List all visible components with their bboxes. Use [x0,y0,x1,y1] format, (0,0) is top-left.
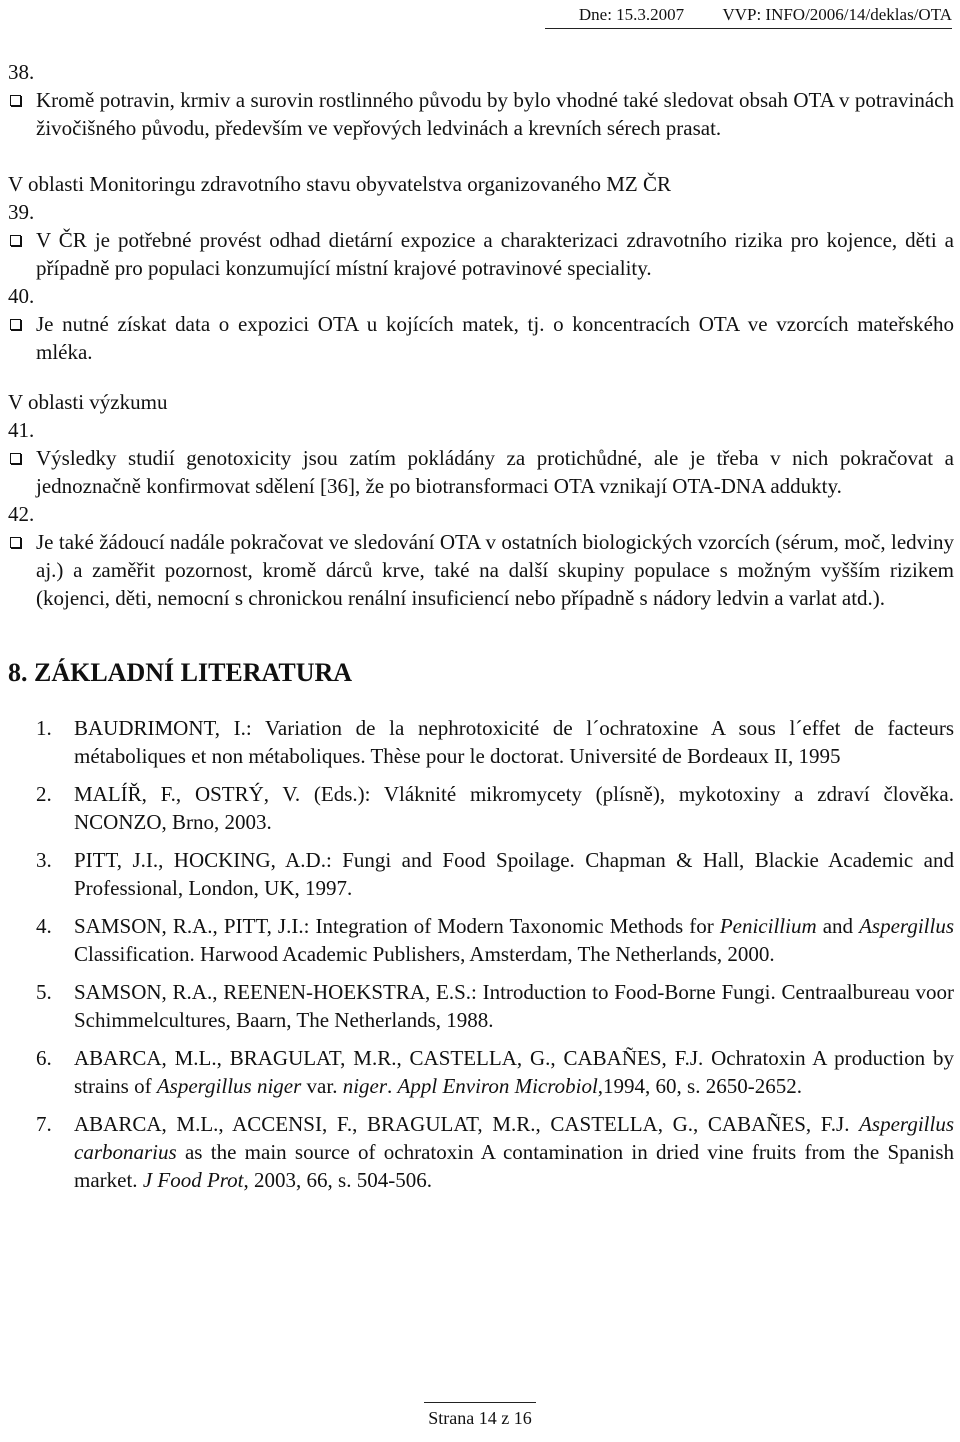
recommendation-list [8,58,954,612]
reference-item [8,714,954,770]
page-header [545,4,952,29]
reference-text: ABARCA, M.L., BRAGULAT, M.R., CASTELLA, G., CABAÑES, F.J. Ochratoxin A production by strains of [74,1046,954,1098]
reference-number: 6. [36,1046,52,1070]
reference-text: PITT, J.I., HOCKING, A.D.: Fungi and Food Spoilage. Chapman & Hall, Blackie Academic and Professional, London, UK, 1997. [74,848,954,900]
reference-item [8,846,954,902]
checkbox-bullet-icon [10,453,21,464]
checkbox-bullet-icon [10,235,21,246]
reference-number: 5. [36,980,52,1004]
reference-text: , 2003, 66, s. 504-506. [243,1168,432,1192]
reference-text: ,1994, 60, s. 2650-2652. [597,1074,802,1098]
section-subheading: V oblasti výzkumu [8,390,168,414]
recommendation-text: V ČR je potřebné provést odhad dietární expozice a charakterizaci zdravotního rizika pro kojence, děti a případně pro populaci konzumující místní krajové potravinové speciality. [36,228,954,280]
reference-number: 1. [36,716,52,740]
recommendation-text: Je také žádoucí nadále pokračovat ve sledování OTA v ostatních biologických vzorcích (sérum, moč, ledviny aj.) a zaměřit pozornost, kromě dárců krve, také na další skupiny populace s možným vyšším rizikem (kojenci, děti, nemocní s chronickou renální insuficiencí nebo případně s nádory ledvin a varlat atd.). [36,530,954,610]
reference-text: MALÍŘ, F., OSTRÝ, V. (Eds.): Vláknité mikromycety (plísně), mykotoxiny a zdraví člověka. NCONZO, Brno, 2003. [74,782,954,834]
footer-rule [424,1402,536,1403]
reference-number: 4. [36,914,52,938]
reference-text: . [387,1074,398,1098]
item-number: 39. [8,200,35,224]
recommendation-item [8,226,954,282]
page-footer: Strana 14 z 16 [428,1408,532,1428]
reference-italic-text: J Food Prot [142,1168,244,1192]
section-title: 8. ZÁKLADNÍ LITERATURA [8,658,353,687]
checkbox-bullet-icon [10,95,21,106]
reference-italic-text: Appl Environ Microbiol [397,1074,598,1098]
recommendation-item [8,528,954,612]
recommendation-text: Výsledky studií genotoxicity jsou zatím pokládány za protichůdné, ale je třeba v nich pokračovat a jednoznačně konfirmovat sdělení [36], že po biotransformaci OTA vznikají OTA-DNA addukty. [36,446,954,498]
reference-item [8,912,954,968]
reference-item [8,1044,954,1100]
reference-text: var. [301,1074,343,1098]
recommendation-item [8,86,954,142]
reference-number: 2. [36,782,52,806]
item-number: 40. [8,284,35,308]
checkbox-bullet-icon [10,319,21,330]
recommendation-item [8,444,954,500]
reference-number: 3. [36,848,52,872]
page-content [8,58,954,1204]
recommendation-item [8,310,954,366]
reference-item [8,780,954,836]
reference-text: SAMSON, R.A., REENEN-HOEKSTRA, E.S.: Introduction to Food-Borne Fungi. Centraalbureau voor Schimmelcultures, Baarn, The Netherlands, 1988. [74,980,954,1032]
header-reference: VVP: INFO/2006/14/deklas/OTA [722,5,952,24]
reference-number: 7. [36,1112,52,1136]
header-date: Dne: 15.3.2007 [578,5,685,24]
reference-list [8,714,954,1194]
reference-item [8,1110,954,1194]
item-number: 41. [8,418,35,442]
reference-text: SAMSON, R.A., PITT, J.I.: Integration of Modern Taxonomic Methods for [74,914,720,938]
reference-text: as the main source of ochratoxin A contamination in dried vine fruits from the Spanish market. [74,1140,954,1192]
reference-italic-text: Aspergillus carbonarius [74,1112,954,1164]
reference-text: BAUDRIMONT, I.: Variation de la nephrotoxicité de l´ochratoxine A sous l´effet de facteurs métaboliques et non métaboliques. Thèse pour le doctorat. Université de Bordeaux II, 1995 [74,716,954,768]
reference-italic-text: Penicillium [719,914,817,938]
reference-italic-text: Aspergillus niger [156,1074,302,1098]
recommendation-text: Je nutné získat data o expozici OTA u kojících matek, tj. o koncentracích OTA ve vzorcích mateřského mléka. [36,312,954,364]
reference-text: Classification. Harwood Academic Publishers, Amsterdam, The Netherlands, 2000. [74,942,775,966]
reference-italic-text: niger [342,1074,388,1098]
recommendation-text: Kromě potravin, krmiv a surovin rostlinného původu by bylo vhodné také sledovat obsah OTA v potravinách živočišného původu, především ve vepřových ledvinách a krevních sérech prasat. [36,88,954,140]
reference-text: and [816,914,860,938]
section-subheading: V oblasti Monitoringu zdravotního stavu obyvatelstva organizovaného MZ ČR [8,172,671,196]
item-number: 42. [8,502,35,526]
reference-text: ABARCA, M.L., ACCENSI, F., BRAGULAT, M.R., CASTELLA, G., CABAÑES, F.J. [74,1112,860,1136]
reference-italic-text: Aspergillus [859,914,954,938]
reference-item [8,978,954,1034]
checkbox-bullet-icon [10,537,21,548]
item-number: 38. [8,60,35,84]
